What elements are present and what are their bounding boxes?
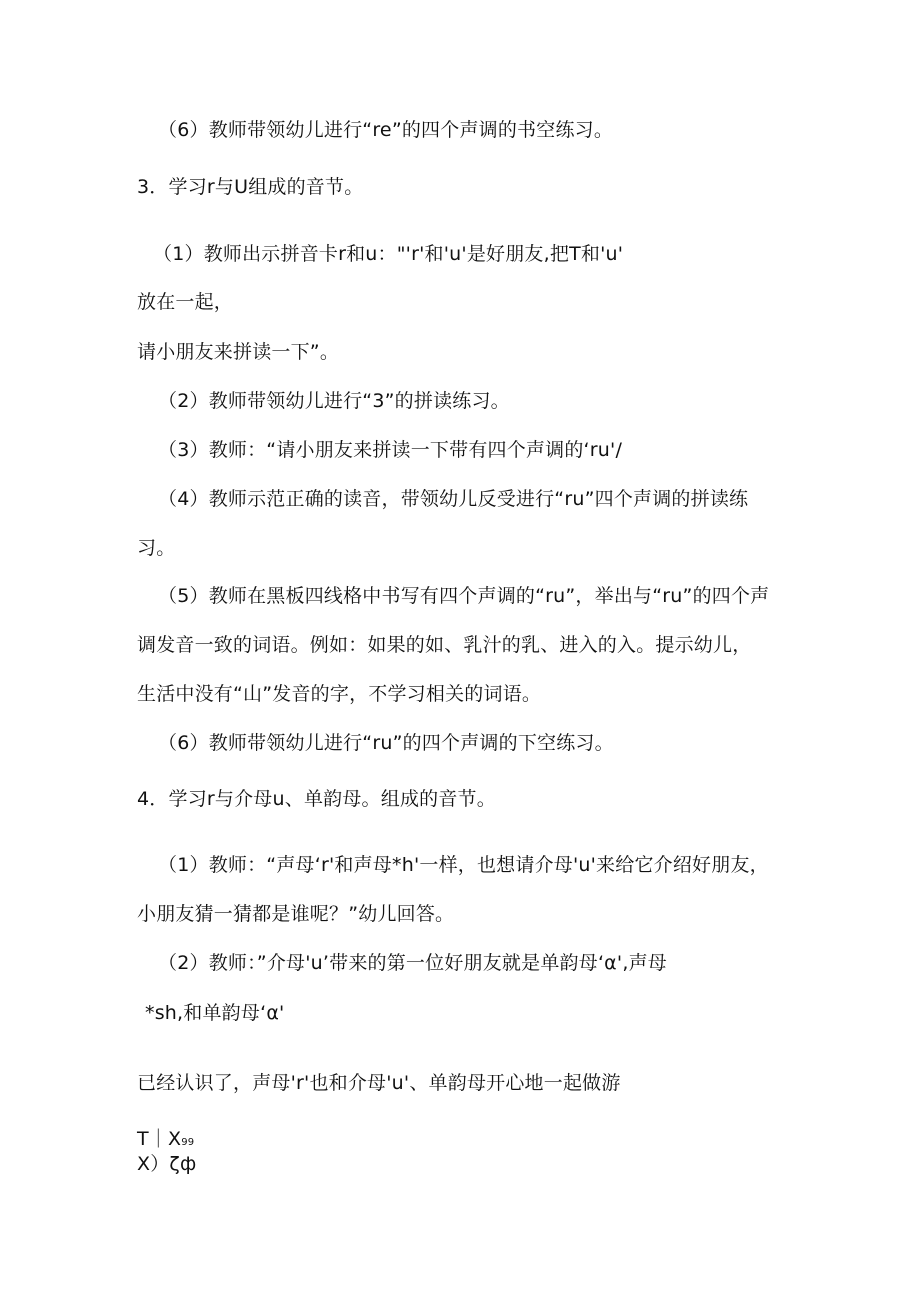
step-3-reading: （3）教师：“请小朋友来拼读一下带有四个声调的‘ru'/ [158, 439, 623, 461]
section-4-step-1-continued: 小朋友猜一猜都是谁呢？”幼儿回答。 [137, 903, 455, 925]
step-1-continued-2: 请小朋友来拼读一下”。 [137, 341, 340, 363]
step-5-blackboard: （5）教师在黑板四线格中书写有四个声调的“ru”，举出与“ru”的四个声 [158, 585, 770, 607]
section-4-heading: 4．学习r与介母u、单韵母。组成的音节。 [137, 788, 496, 810]
partial-fragment-1-text: T｜X [137, 1128, 182, 1150]
step-6-re-writing: （6）教师带领幼儿进行“re”的四个声调的书空练习。 [158, 119, 614, 141]
step-1-continued: 放在一起， [137, 291, 234, 313]
section-4-step-2: （2）教师：”介母'u’带来的第一位好朋友就是单韵母‘α',声母 [158, 952, 667, 974]
partial-fragment-1 [137, 1127, 194, 1155]
section-4-step-2-continued: *sh,和单韵母‘α' [145, 1002, 285, 1024]
section-3-heading: 3．学习r与U组成的音节。 [137, 176, 364, 198]
step-5-continued-2: 生活中没有“山”发音的字，不学习相关的词语。 [137, 683, 542, 705]
step-4-continued: 习。 [137, 537, 176, 559]
step-4-pronunciation: （4）教师示范正确的读音，带领幼儿反受进行“ru”四个声调的拼读练 [158, 488, 749, 510]
step-2-reading: （2）教师带领幼儿进行“3”的拼读练习。 [158, 390, 510, 412]
step-6-ru-writing: （6）教师带领幼儿进行“ru”的四个声调的下空练习。 [158, 732, 614, 754]
partial-fragment-1-suffix: 99 [181, 1137, 195, 1148]
section-4-step-1: （1）教师：“声母‘r'和声母*h'一样，也想请介母'u'来给它介绍好朋友， [158, 854, 769, 876]
step-5-continued: 调发音一致的词语。例如：如果的如、乳汁的乳、进入的入。提示幼儿， [137, 634, 752, 656]
partial-fragment-2: X）ζф [137, 1153, 197, 1175]
section-4-game-line: 已经认识了，声母'r'也和介母'u'、单韵母开心地一起做游 [137, 1072, 621, 1094]
step-1-pinyin-card: （1）教师出示拼音卡r和u："'r'和'u'是好朋友,把T和'u' [153, 243, 624, 265]
